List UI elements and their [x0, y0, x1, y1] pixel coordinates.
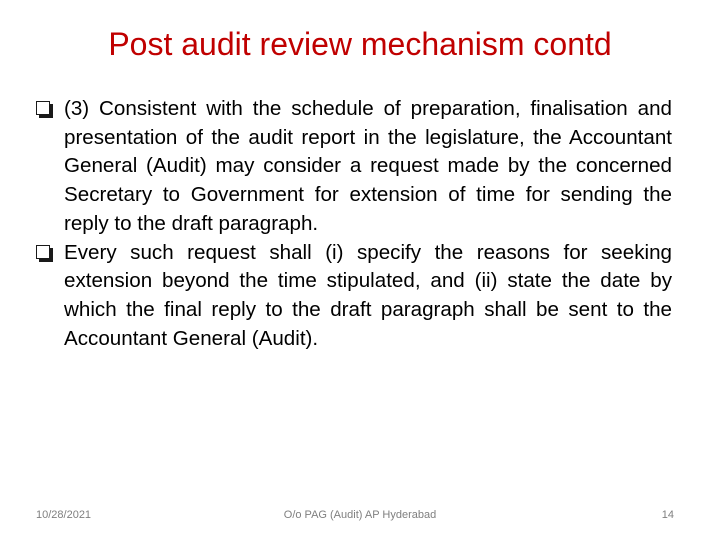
bullet-text: Every such request shall (i) specify the reasons for seeking extension beyond the time stipulated, and (ii) state the date by which the final reply to the draft paragraph shall be sent to the Accountant General (Audit). — [64, 240, 672, 350]
slide-title: Post audit review mechanism contd — [108, 26, 612, 62]
bullet-text: (3) Consistent with the schedule of preparation, finalisation and presentation of the audit report in the legislature, the Accountant General (Audit) may consider a request made by the concerned Secretary to Government for extension of time for sending the reply to the draft paragraph. — [64, 97, 672, 235]
footer-page-number: 14 — [661, 509, 674, 521]
footer-office: O/o PAG (Audit) AP Hyderabad — [283, 509, 437, 521]
bullet-item — [36, 95, 672, 239]
bullet-item — [36, 239, 672, 354]
hollow-square-bullet-icon — [36, 245, 50, 259]
footer-date: 10/28/2021 — [36, 509, 92, 521]
slide-content — [36, 95, 672, 353]
hollow-square-bullet-icon — [36, 101, 50, 115]
